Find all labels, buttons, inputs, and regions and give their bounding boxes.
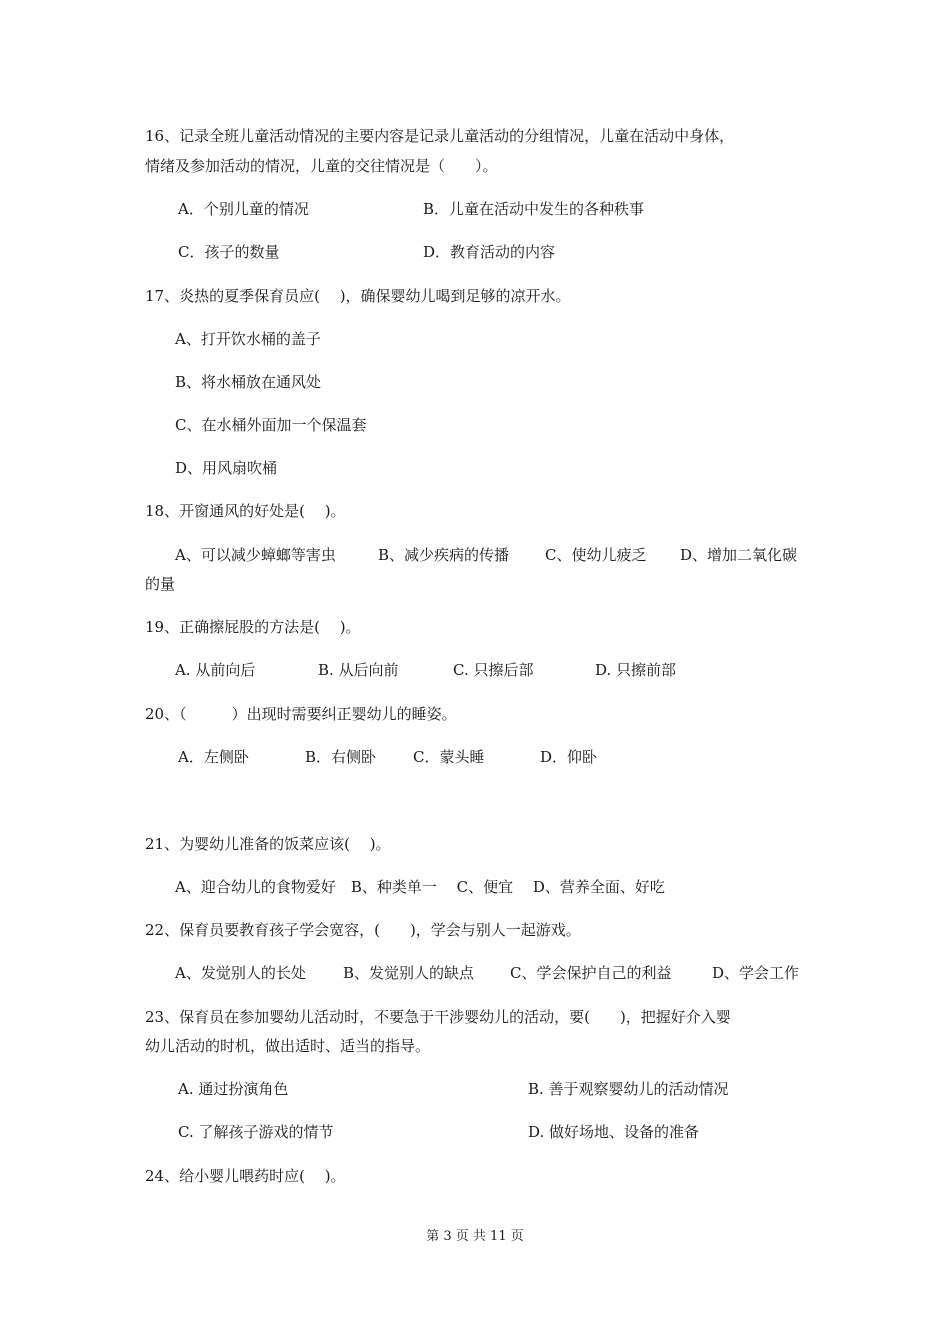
q19-option-c: C. 只擦后部 xyxy=(453,661,534,679)
q17-option-c: C、在水桶外面加一个保温套 xyxy=(175,416,367,434)
q20-option-a: A．左侧卧 xyxy=(178,748,249,766)
q17-option-a: A、打开饮水桶的盖子 xyxy=(175,330,321,348)
q18-option-d: D、增加二氧化碳 xyxy=(680,546,798,564)
q23-stem-line1: 23、保育员在参加婴幼儿活动时，不要急于干涉婴幼儿的活动，要( )，把握好介入婴 xyxy=(145,1008,731,1026)
q23-option-d: D. 做好场地、设备的准备 xyxy=(528,1123,700,1141)
q16-option-b: B．儿童在活动中发生的各种秩事 xyxy=(423,200,645,218)
q19-stem: 19、正确擦屁股的方法是( )。 xyxy=(145,618,361,636)
q19-option-a: A. 从前向后 xyxy=(175,661,256,679)
q20-option-d: D．仰卧 xyxy=(540,748,598,766)
q23-option-c: C. 了解孩子游戏的情节 xyxy=(178,1123,334,1141)
q24-stem: 24、给小婴儿喂药时应( )。 xyxy=(145,1167,346,1185)
q19-option-b: B. 从后向前 xyxy=(318,661,399,679)
q16-option-c: C．孩子的数量 xyxy=(178,243,280,261)
q17-stem: 17、炎热的夏季保育员应( )，确保婴幼儿喝到足够的凉开水。 xyxy=(145,287,571,305)
q16-option-d: D．教育活动的内容 xyxy=(423,243,556,261)
q18-option-a: A、可以减少蟑螂等害虫 xyxy=(175,546,336,564)
q16-stem-line2: 情绪及参加活动的情况，儿童的交往情况是（ ）。 xyxy=(145,157,498,175)
q18-option-c: C、使幼儿疲乏 xyxy=(545,546,647,564)
q18-stem: 18、开窗通风的好处是( )。 xyxy=(145,502,346,520)
q18-option-b: B、减少疾病的传播 xyxy=(378,546,510,564)
q16-option-a: A．个别儿童的情况 xyxy=(178,200,309,218)
q22-stem: 22、保育员要教育孩子学会宽容，( )，学会与别人一起游戏。 xyxy=(145,921,581,939)
q19-option-d: D. 只擦前部 xyxy=(595,661,677,679)
q18-option-d-continuation: 的量 xyxy=(145,575,176,593)
page-footer: 第 3 页 共 11 页 xyxy=(426,1229,524,1244)
q22-option-a: A、发觉别人的长处 xyxy=(175,964,306,982)
q21-stem: 21、为婴幼儿准备的饭菜应该( )。 xyxy=(145,835,391,853)
q23-option-b: B. 善于观察婴幼儿的活动情况 xyxy=(528,1080,729,1098)
q22-option-b: B、发觉别人的缺点 xyxy=(343,964,475,982)
q20-option-b: B．右侧卧 xyxy=(305,748,377,766)
q16-stem-line1: 16、记录全班儿童活动情况的主要内容是记录儿童活动的分组情况，儿童在活动中身体， xyxy=(145,127,735,145)
q20-option-c: C．蒙头睡 xyxy=(413,748,485,766)
q22-option-d: D、学会工作 xyxy=(712,964,800,982)
q17-option-b: B、将水桶放在通风处 xyxy=(175,373,322,391)
q21-options: A、迎合幼儿的食物爱好 B、种类单一 C、便宜 D、营养全面、好吃 xyxy=(175,878,665,896)
q22-option-c: C、学会保护自己的利益 xyxy=(510,964,672,982)
q23-option-a: A. 通过扮演角色 xyxy=(178,1080,289,1098)
q20-stem: 20、（ ）出现时需要纠正婴幼儿的睡姿。 xyxy=(145,705,457,723)
q17-option-d: D、用风扇吹桶 xyxy=(175,459,278,477)
q23-stem-line2: 幼儿活动的时机，做出适时、适当的指导。 xyxy=(145,1037,431,1055)
